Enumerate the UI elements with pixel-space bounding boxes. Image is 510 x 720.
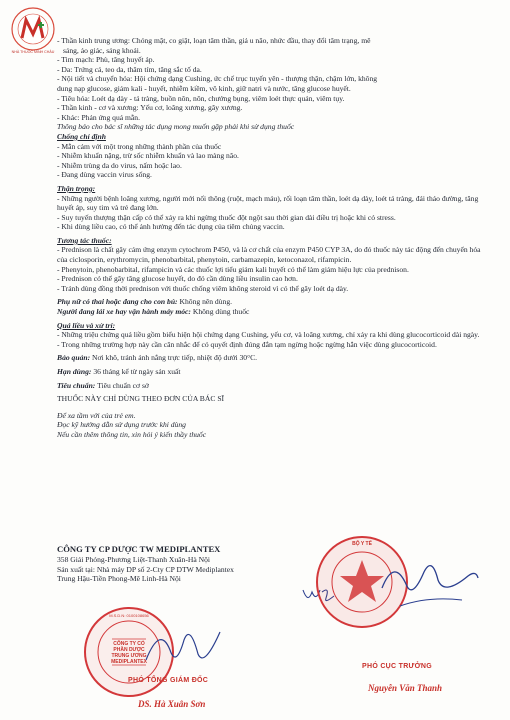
interaction-paragraph: - Phenytoin, phenobarbital, rifampicin và các thuốc lợi tiểu giảm kali huyết có thể làm giảm hiệu lực của prednison. — [57, 264, 409, 274]
pregnancy-value: Không nên dùng. — [179, 297, 233, 307]
pregnancy-label: Phụ nữ có thai hoặc đang cho con bú: — [57, 297, 178, 307]
company-address: 358 Giải Phóng-Phương Liệt-Thanh Xuân-Hà Nội — [57, 555, 211, 564]
logo-caption: NHÀ THUỐC MINH CHÂU — [11, 50, 55, 54]
interaction-paragraph: - Prednison là chất gây cảm ứng enzym cytochrom P450, và là cơ chất của enzym P450 CYP 3A, do đó thuốc này tác động đến chuyển hóa của ciclosporin, erythromycin, phenobarbital, phenytoin, carbamazepin, ketoconazol, rifampicin. — [57, 245, 481, 265]
warning-line: Để xa tầm với của trẻ em. — [57, 410, 136, 420]
side-effect-line: - Tim mạch: Phù, tăng huyết áp. — [57, 55, 155, 65]
leaflet-body — [57, 36, 482, 440]
caution-heading: Thận trọng: — [57, 183, 96, 193]
side-effect-line: - Tiêu hóa: Loét dạ dày - tá tràng, buồn nôn, nôn, chướng bụng, viêm loét thực quản, viêm tụy. — [57, 93, 345, 103]
contra-item: - Nhiễm khuẩn nặng, trừ sốc nhiễm khuẩn và lao màng não. — [57, 151, 239, 161]
standard-label: Tiêu chuẩn: — [57, 380, 96, 390]
stamp-number: M.S.D.N: 0100108656 — [109, 613, 149, 618]
right-signer-name: Nguyễn Văn Thanh — [368, 683, 443, 693]
factory-line: Sản xuất tại: Nhà máy DP số 2-Cty CP DTW Mediplantex — [57, 564, 234, 574]
driving-label: Người đang lái xe hay vận hành máy móc: — [57, 307, 191, 317]
interaction-paragraph: - Tránh dùng đồng thời prednison với thuốc chống viêm không steroid vì có thể gây loét dạ dày. — [57, 283, 349, 293]
storage-value: Nơi khô, tránh ánh nắng trực tiếp, nhiệt độ dưới 30°C. — [92, 353, 258, 363]
side-effect-line: - Thần kinh - cơ và xương: Yếu cơ, loãng xương, gãy xương. — [57, 103, 243, 113]
interaction-paragraph: - Prednison có thể gây tăng glucose huyết, do đó cần dùng liều insulin cao hơn. — [57, 274, 298, 284]
manufacturer-block — [57, 544, 317, 584]
caution-paragraph: - Suy tuyến thượng thận cấp có thể xảy ra khi ngừng thuốc đột ngột sau thời gian dài điều trị hoặc khi có stress. — [57, 212, 396, 222]
caution-paragraph: - Khi dùng liều cao, có thể ảnh hưởng đến tác dụng của tiêm chủng vaccin. — [57, 222, 285, 232]
stamp-center-text: CÔNG TY CỔ PHẦN DƯỢC TRUNG ƯƠNG MEDIPLANTEX — [111, 641, 147, 665]
left-signer-name: DS. Hà Xuân Sơn — [138, 699, 206, 709]
overdose-paragraph: - Trong những trường hợp này cần cân nhắc để có quyết định đúng đắn tạm ngừng hoặc ngừng hẳn việc dùng glucocorticoid. — [57, 339, 437, 349]
side-effect-line: - Nội tiết và chuyển hóa: Hội chứng dạng Cushing, ức chế trục tuyến yên - thượng thận, chậm lớn, không — [57, 74, 378, 84]
director-signature — [140, 620, 230, 683]
warning-line: Đọc kỹ hướng dẫn sử dụng trước khi dùng — [57, 420, 186, 430]
left-signer-title: PHÓ TỔNG GIÁM ĐỐC — [128, 677, 209, 684]
interactions-heading: Tương tác thuốc: — [57, 235, 112, 245]
pharmacy-logo — [10, 6, 56, 52]
warning-line: Nếu cần thêm thông tin, xin hỏi ý kiến thầy thuốc — [57, 429, 207, 439]
right-signer-title: PHÓ CỤC TRƯỞNG — [362, 663, 433, 670]
overdose-heading: Quá liều và xử trí: — [57, 320, 116, 330]
contra-item: - Đang dùng vaccin virus sống. — [57, 170, 152, 180]
driving-value: Không dùng thuốc — [192, 307, 250, 317]
side-effect-line: sảng, ảo giác, sảng khoái. — [63, 45, 141, 55]
deputy-signature — [372, 548, 482, 621]
side-effect-line: - Da: Trứng cá, teo da, thâm tím, tăng sắc tố da. — [57, 64, 202, 74]
contraindications-heading: Chống chỉ định — [57, 131, 106, 141]
side-effect-line: - Khác: Phản ứng quá mẫn. — [57, 112, 140, 122]
adverse-effect-note: Thông báo cho bác sĩ những tác dụng mong muốn gặp phải khi sử dụng thuốc — [57, 122, 295, 132]
side-effect-line: dung nạp glucose, giảm kali - huyết, nhiễm kiềm, vô kinh, giữ natri và nước, tăng glucose huyết. — [57, 83, 351, 93]
side-effect-line: - Thần kinh trung ương: Chóng mặt, co giật, loạn tâm thần, giả u não, nhức đầu, thay đổi tâm trạng, mê — [57, 36, 371, 45]
stamp-ring-text: BỘ Y TẾ — [352, 541, 372, 547]
standard-value: Tiêu chuẩn cơ sở — [97, 380, 149, 390]
company-name: CÔNG TY CP DƯỢC TW MEDIPLANTEX — [57, 544, 221, 554]
expiry-label: Hạn dùng: — [57, 367, 92, 376]
overdose-paragraph: - Những triệu chứng quá liều gồm biểu hiện hội chứng dạng Cushing, yếu cơ, và loãng xương, chỉ xảy ra khi dùng glucocorticoid dài ngày. — [57, 330, 480, 340]
expiry-value: 36 tháng kể từ ngày sản xuất — [93, 367, 181, 376]
caution-paragraph: - Những người bệnh loãng xương, người mới nối thông (ruột, mạch máu), rối loạn tâm thần, loét dạ dày, loét tá tràng, đái tháo đường, tăng huyết áp, suy tim và trẻ đang lớn. — [57, 193, 479, 213]
factory-line: Trung Hậu-Tiền Phong-Mê Linh-Hà Nội — [57, 574, 181, 584]
storage-label: Bảo quản: — [57, 353, 91, 363]
prescription-notice: THUỐC NÀY CHỈ DÙNG THEO ĐƠN CỦA BÁC SĨ — [57, 394, 225, 404]
contra-item: - Nhiễm trùng da do virus, nấm hoặc lao. — [57, 160, 182, 170]
contra-item: - Mẫn cảm với một trong những thành phần của thuốc — [57, 141, 222, 151]
